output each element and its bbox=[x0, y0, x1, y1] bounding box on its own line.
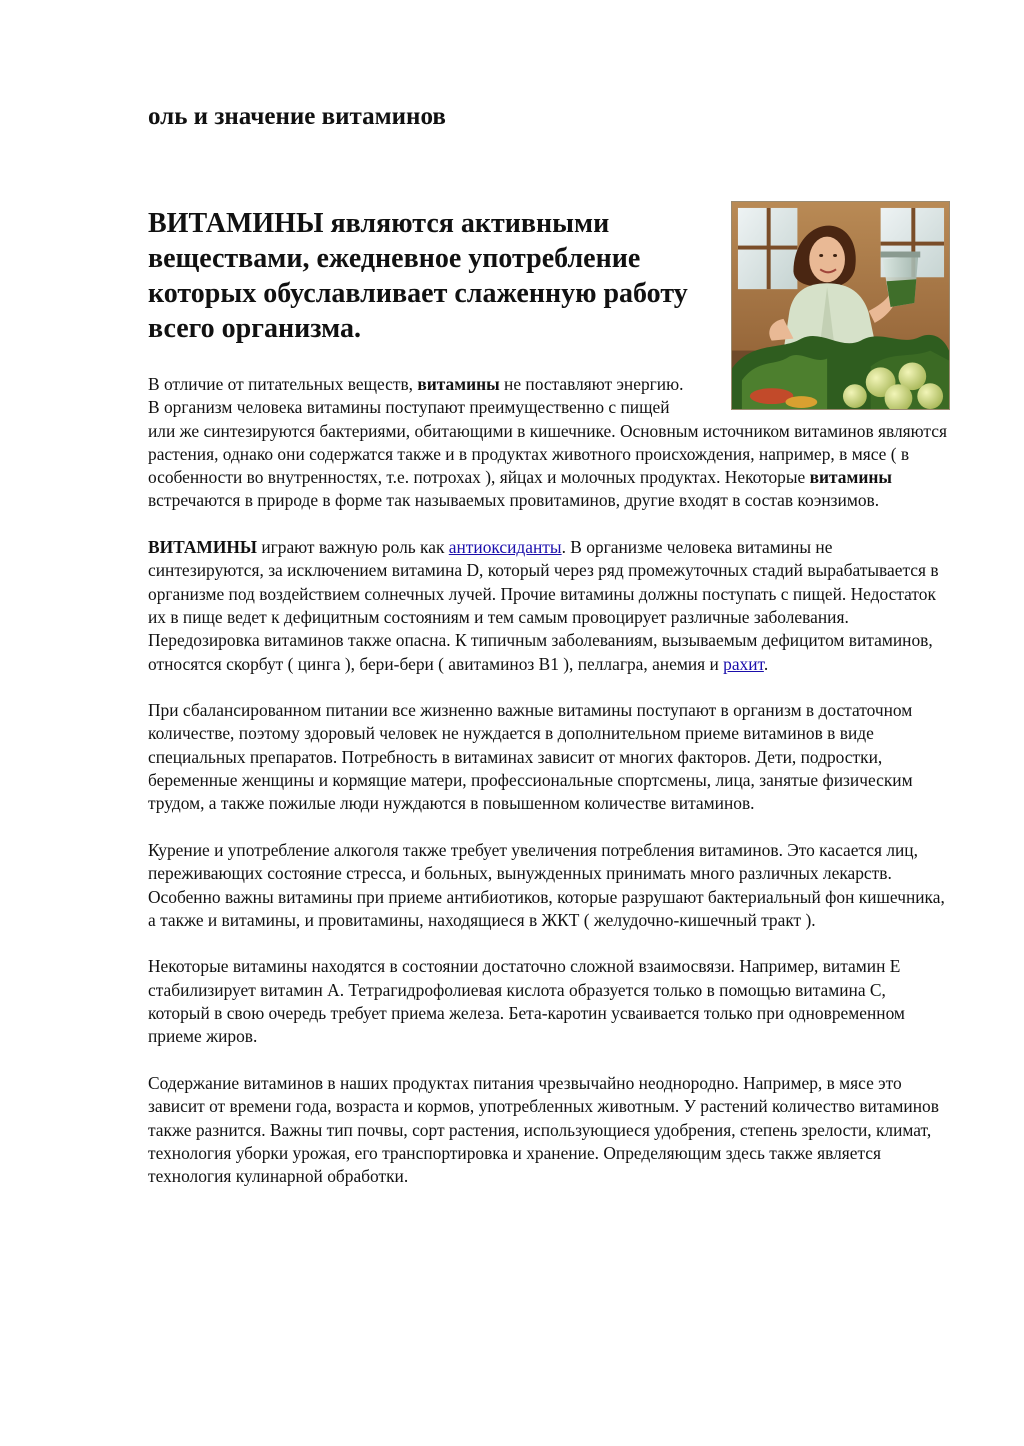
paragraph-2-bold: ВИТАМИНЫ bbox=[148, 537, 257, 558]
paragraph-1-text-c: встречаются в природе в форме так называемых провитаминов, другие входят в состав коэнзимов. bbox=[148, 490, 880, 511]
paragraph-4: Курение и употребление алкоголя также требует увеличения потребления витаминов. Это касается лиц, переживающих состояние стресса, и больных, вынужденных принимать много различных лекарств. Особенно важны витамины при приеме антибиотиков, которые разрушают бактериальный фон кишечника, а также и витамины, и провитамины, находящиеся в ЖКТ ( желудочно-кишечный тракт ). bbox=[148, 839, 945, 930]
paragraph-1-text-a: В отличие от питательных веществ, bbox=[148, 374, 418, 394]
antioxidants-link[interactable]: антиоксиданты bbox=[448, 537, 562, 558]
paragraph-5: Некоторые витамины находятся в состоянии достаточно сложной взаимосвязи. Например, витамин Е стабилизирует витамин А. Тетрагидрофолиевая кислота образуется только в помощью витамина С, который в свою очередь требует приема железа. Бета-каротин усваивается только при одновременном приеме жиров. bbox=[148, 956, 905, 1047]
paragraph-6: Содержание витаминов в наших продуктах питания чрезвычайно неоднородно. Например, в мясе это зависит от времени года, возраста и кормов, употребленных животным. У растений количество витаминов также разнится. Важны тип почвы, сорт растения, использующиеся удобрения, степень зрелости, климат, технология уборки урожая, его транспортировка и хранение. Определяющим здесь также является технология кулинарной обработки. bbox=[148, 1072, 939, 1187]
image-wrap-spacer bbox=[696, 373, 950, 419]
lead-heading-rest: являются активными веществами, ежедневное употребление которых обуславливает слаженную работу всего организма. bbox=[148, 208, 688, 344]
article-body bbox=[148, 373, 950, 1212]
paragraph-1 bbox=[148, 373, 950, 513]
paragraph-1-bold-a: витамины bbox=[417, 374, 500, 394]
lead-heading-strong: ВИТАМИНЫ bbox=[148, 208, 324, 239]
paragraph-1-bold-b: витамины bbox=[809, 467, 892, 488]
page-title: оль и значение витаминов bbox=[148, 103, 446, 130]
paragraph-3: При сбалансированном питании все жизненно важные витамины поступают в организм в достаточном количестве, поэтому здоровый человек не нуждается в дополнительном приеме витаминов в виде специальных препаратов. Потребность в витаминах зависит от многих факторов. Дети, подростки, беременные женщины и кормящие матери, профессиональные спортсмены, лица, занятые физическим трудом, а также пожилые люди нуждаются в повышенном количестве витаминов. bbox=[148, 700, 913, 814]
paragraph-2-text-a: играют важную роль как bbox=[256, 537, 449, 558]
paragraph-2 bbox=[148, 536, 950, 676]
lead-heading bbox=[148, 206, 728, 346]
paragraph-2-text-c: . bbox=[763, 653, 769, 674]
paragraph-2-text-b: . В организме человека витамины не синтезируются, за исключением витамина D, который через ряд промежуточных стадий вырабатывается в организме под воздействием солнечных лучей. Прочие витамины должны поступать с пищей. Недостаток их в пище ведет к дефицитным состояниям и тем самым провоцирует различные заболевания. Передозировка витаминов также опасна. К типичным заболеваниям, вызываемым дефицитом витаминов, относятся скорбут ( цинга ), бери-бери ( авитаминоз B1 ), пеллагра, анемия и bbox=[148, 537, 939, 674]
paragraph-1-text-b: не поставляют энергию. В организм человека витамины поступают преимущественно с пищей или же синтезируются бактериями, обитающими в кишечнике. Основным источником витаминов являются растения, однако они содержатся также и в продуктах животного происхождения, например, в мясе ( в особенности во внутренностях, т.е. потрохах ), яйцах и молочных продуктах. Некоторые bbox=[148, 374, 947, 488]
rickets-link[interactable]: рахит bbox=[723, 653, 764, 674]
